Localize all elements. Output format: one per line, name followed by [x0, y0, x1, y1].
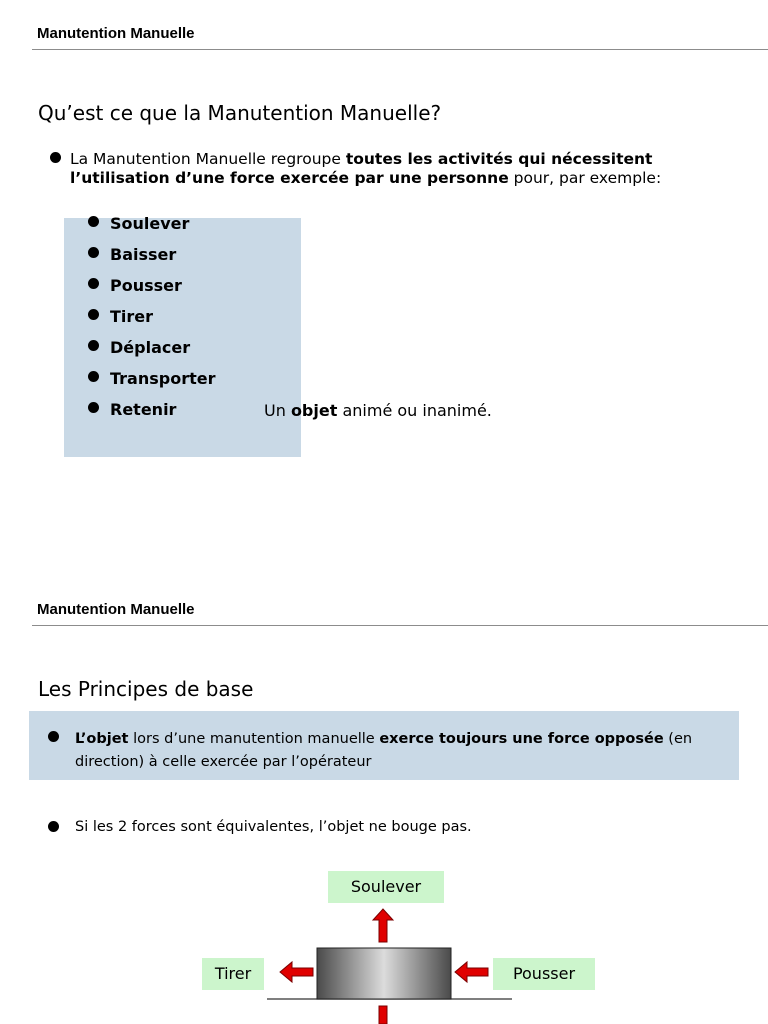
bullet-text: pour, par exemple: — [508, 169, 662, 187]
activity-item: Pousser — [110, 276, 182, 295]
bullet-dot — [50, 152, 61, 163]
principle-plain-text: (en — [663, 731, 693, 747]
activity-item: Déplacer — [110, 338, 191, 357]
force-diagram — [0, 860, 768, 1024]
note-bold-text: objet — [290, 401, 338, 420]
label-pousser: Pousser — [493, 958, 595, 990]
bullet-bold-text: toutes les activités qui nécessitent — [345, 150, 653, 168]
bullet-dot — [88, 309, 99, 320]
slide1-title: Qu’est ce que la Manutention Manuelle? — [38, 101, 442, 125]
arrow-push-icon — [455, 962, 488, 982]
bullet-dot — [88, 247, 99, 258]
arrow-down-icon — [379, 1006, 387, 1024]
bullet-bold-text: l’utilisation d’une force exercée par une personne — [70, 169, 509, 187]
activity-item: Transporter — [110, 369, 216, 388]
bullet-dot — [88, 278, 99, 289]
slide2-title: Les Principes de base — [38, 677, 254, 701]
bullet-dot — [88, 402, 99, 413]
slide1-header: Manutention Manuelle — [37, 25, 195, 42]
slide2-divider — [32, 625, 768, 626]
activity-item: Tirer — [110, 307, 154, 326]
bullet-dot — [48, 731, 59, 742]
principle-plain-text: lors d’une manutention manuelle — [128, 731, 380, 747]
principle-text — [75, 728, 725, 774]
bullet-dot — [88, 340, 99, 351]
slide1-divider — [32, 49, 768, 50]
slide2-header: Manutention Manuelle — [37, 601, 195, 618]
activity-item: Soulever — [110, 214, 190, 233]
forces-bullet: Si les 2 forces sont équivalentes, l’objet ne bouge pas. — [75, 819, 472, 835]
object-block — [317, 948, 451, 999]
bullet-dot — [48, 821, 59, 832]
principle-plain-text: direction) à celle exercée par l’opérateur — [75, 754, 372, 770]
bullet-text: La Manutention Manuelle regroupe — [70, 150, 346, 168]
arrow-left-icon — [280, 962, 313, 982]
activity-item: Baisser — [110, 245, 177, 264]
principle-bold-text: exerce toujours une force opposée — [379, 731, 664, 747]
slide1-bullet — [70, 150, 750, 188]
label-tirer: Tirer — [202, 958, 264, 990]
note-text: Un — [264, 401, 291, 420]
label-soulever: Soulever — [328, 871, 444, 903]
arrow-up-icon — [373, 909, 393, 942]
bullet-dot — [88, 371, 99, 382]
activity-item: Retenir — [110, 400, 177, 419]
principle-bold-text: L’objet — [75, 731, 129, 747]
note-text: animé ou inanimé. — [337, 401, 492, 420]
object-note — [264, 401, 492, 420]
bullet-dot — [88, 216, 99, 227]
